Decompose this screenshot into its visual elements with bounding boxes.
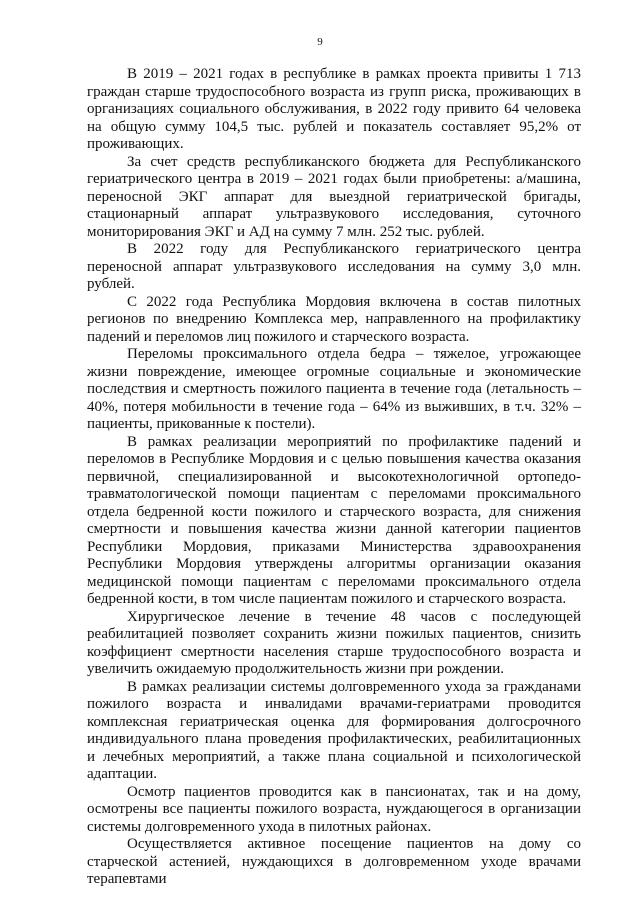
paragraph-hip-fractures: Переломы проксимального отдела бедра – тяжелое, угрожающее жизни повреждение, имеющее огромные социальные и экономические последствия и смертность пожилого пациента в течение года (летальность – 40%, потеря мобильности в течение года – 64% из выживших, в т.ч. 32% – пациенты, прикованные к постели).: [87, 346, 581, 432]
paragraph-surgical-treatment: Хирургическое лечение в течение 48 часов с последующей реабилитацией позволяет сохранить жизни пожилых пациентов, снизить коэффициент смертности населения старше трудоспособного возраста и увеличить ожидаемую продолжительность жизни при рождении.: [87, 608, 581, 677]
paragraph-fall-prevention: В рамках реализации мероприятий по профилактике падений и переломов в Республике Мордовия и с целью повышения качества оказания первичной, специализированной и высокотехнологичной ортопедо-травматологической помощи пациентам с переломами проксимального отдела бедренной кости пожилого и старческого возраста, для снижения смертности и повышения качества жизни данной категории пациентов Республики Мордовия, приказами Министерства здравоохранения Республики Мордовия утверждены алгоритмы организации оказания медицинской помощи пациентам с переломами проксимального отдела бедренной кости, в том числе пациентам пожилого и старческого возраста.: [87, 433, 581, 607]
paragraph-equipment-2022: В 2022 году для Республиканского гериатрического центра переносной аппарат ультразвукового исследования на сумму 3,0 млн. рублей.: [87, 241, 581, 292]
paragraph-vaccination: В 2019 – 2021 годах в республике в рамках проекта привиты 1 713 граждан старше трудоспособного возраста из групп риска, проживающих в организациях социального обслуживания, в 2022 году привито 64 человека на общую сумму 104,5 тыс. рублей и показатель составляет 95,2% от проживающих.: [87, 66, 581, 152]
paragraph-pilot-regions: С 2022 года Республика Мордовия включена в состав пилотных регионов по внедрению Комплекса мер, направленного на профилактику падений и переломов лиц пожилого и старческого возраста.: [87, 293, 581, 345]
paragraph-equipment-2019-2021: За счет средств республиканского бюджета для Республиканского гериатрического центра в 2019 – 2021 годах были приобретены: а/машина, переносной ЭКГ аппарат для выездной гериатрической бригады, стационарный аппарат ультразвукового исследования, суточного мониторирования ЭКГ и АД на сумму 7 млн. 252 тыс. рублей.: [87, 153, 581, 240]
paragraph-long-term-care: В рамках реализации системы долговременного ухода за гражданами пожилого возраста и инвалидами врачами-гериатрами проводится комплексная гериатрическая оценка для формирования долгосрочного индивидуального плана проведения профилактических, реабилитационных и лечебных мероприятий, а также плана социальной и психологической адаптации.: [87, 678, 581, 782]
document-body: [87, 66, 581, 889]
paragraph-patient-examination: Осмотр пациентов проводится как в пансионатах, так и на дому, осмотрены все пациенты пожилого возраста, нуждающегося в организации системы долговременного ухода в пилотных районах.: [87, 783, 581, 835]
paragraph-home-visits: Осуществляется активное посещение пациентов на дому со старческой астенией, нуждающихся в долговременном уходе врачами терапевтами: [87, 836, 581, 887]
page-number: 9: [317, 36, 323, 48]
